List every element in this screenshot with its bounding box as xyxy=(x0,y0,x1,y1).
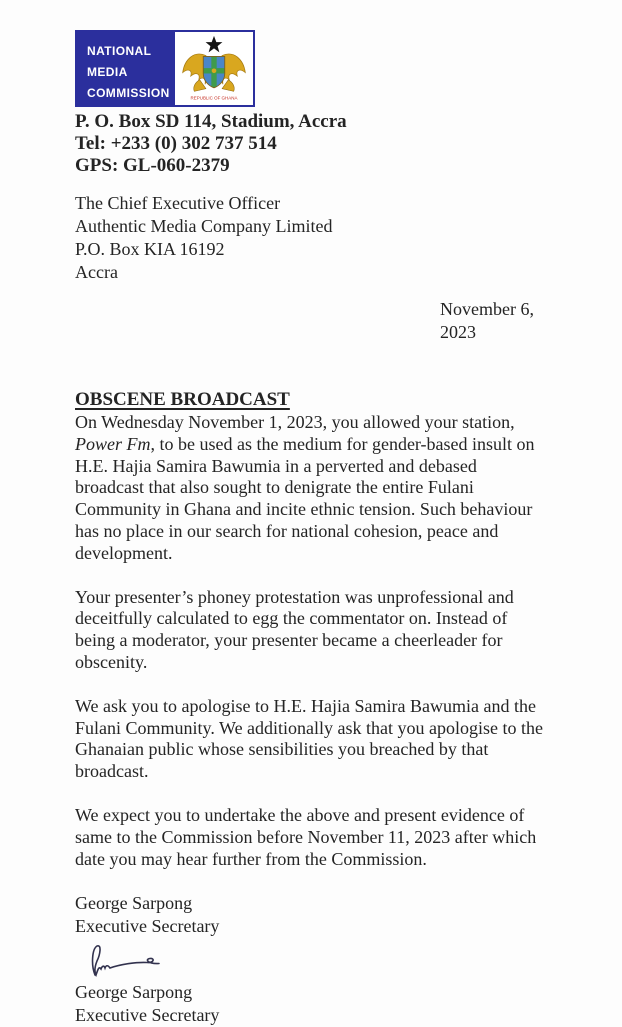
signatory-title-repeat: Executive Secretary xyxy=(75,1005,220,1026)
paragraph-1 xyxy=(75,412,545,565)
ghana-coat-of-arms-icon xyxy=(178,35,250,103)
station-name: Power Fm xyxy=(75,433,151,454)
paragraph-1-post: , to be used as the medium for gender-based insult on H.E. Hajia Samira Bawumia in a perverted and debased broadcast that also sought to denigrate the entire Fulani Community in Ghana and incite ethnic tension. Such behaviour has no place in our search for national cohesion, peace and development. xyxy=(75,433,535,563)
recipient-line-company: Authentic Media Company Limited xyxy=(75,216,333,236)
signatory-title: Executive Secretary xyxy=(75,916,220,937)
logo-line-commission: COMMISSION xyxy=(87,86,170,100)
handwritten-signature xyxy=(81,941,231,979)
letterhead-address-line-gps: GPS: GL-060-2379 xyxy=(75,155,230,176)
letter-date-line-2: 2023 xyxy=(440,322,476,342)
recipient-line-title: The Chief Executive Officer xyxy=(75,193,281,213)
recipient-block xyxy=(75,192,546,284)
signoff-typed xyxy=(75,892,546,938)
recipient-line-city: Accra xyxy=(75,262,118,282)
letter-date-line-1: November 6, xyxy=(440,299,534,319)
subject-line: OBSCENE BROADCAST xyxy=(75,389,290,410)
ghana-coat-of-arms-panel xyxy=(175,32,253,105)
paragraph-1-pre: On Wednesday November 1, 2023, you allowed your station, xyxy=(75,412,515,432)
recipient-line-po-box: P.O. Box KIA 16192 xyxy=(75,239,225,259)
logo-line-national: NATIONAL xyxy=(87,44,152,58)
paragraph-2: Your presenter’s phoney protestation was unprofessional and deceitfully calculated to egg the commentator on. Instead of being a moderator, your presenter became a cheerleader for obscenity. xyxy=(75,586,514,672)
letter-date xyxy=(440,298,546,344)
paragraph-4: We expect you to undertake the above and present evidence of same to the Commission before November 11, 2023 after which date you may hear further from the Commission. xyxy=(75,804,537,869)
paragraph-3: We ask you to apologise to H.E. Hajia Samira Bawumia and the Fulani Community. We additionally ask that you apologise to the Ghanaian public whose sensibilities you breached by that broadcast. xyxy=(75,695,543,782)
letterhead-address xyxy=(75,111,546,177)
signatory-name: George Sarpong xyxy=(75,893,193,914)
signoff-typed-repeat xyxy=(75,981,546,1027)
letterhead-address-line-po-box: P. O. Box SD 114, Stadium, Accra xyxy=(75,111,347,132)
logo-line-media: MEDIA xyxy=(87,65,128,79)
nmc-logo xyxy=(75,30,255,107)
signatory-name-repeat: George Sarpong xyxy=(75,982,193,1003)
emblem-caption: REPUBLIC OF GHANA xyxy=(190,94,238,100)
letterhead-address-line-tel: Tel: +233 (0) 302 737 514 xyxy=(75,133,277,154)
nmc-logo-name-panel xyxy=(77,32,175,105)
